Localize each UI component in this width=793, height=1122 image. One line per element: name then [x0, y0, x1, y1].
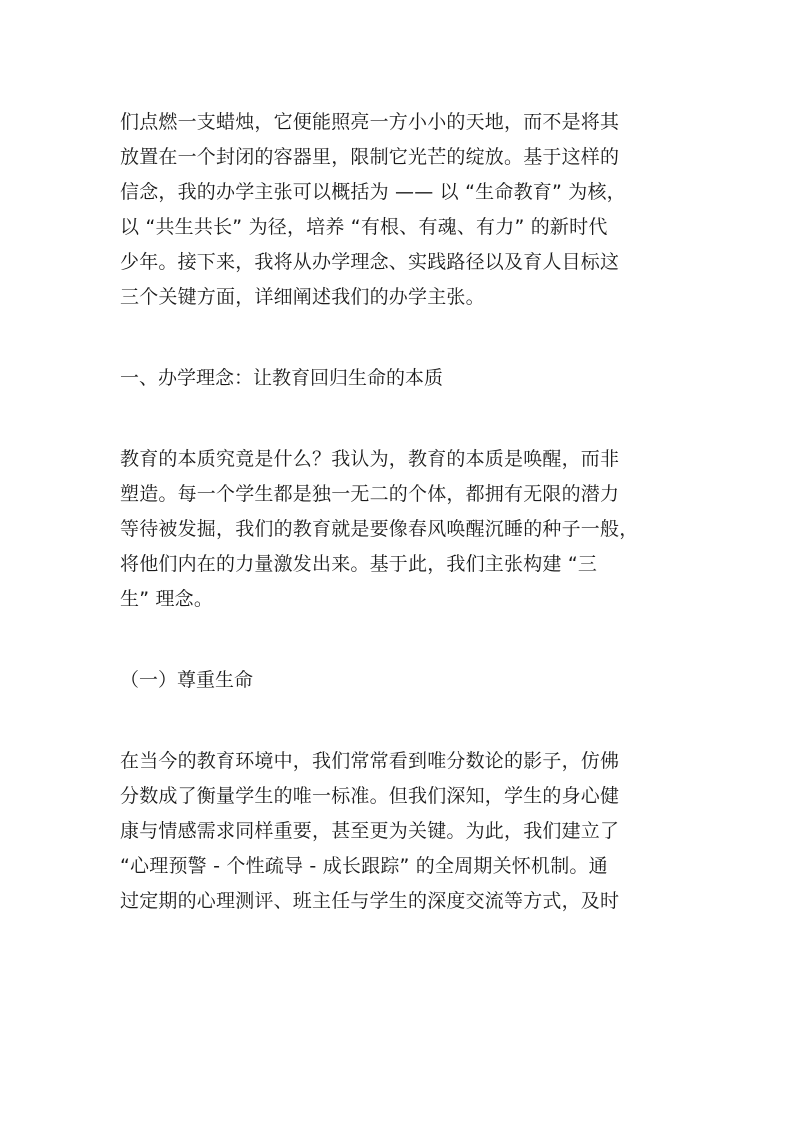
paragraph-spacer [120, 315, 680, 361]
paragraph-line: 等待被发掘，我们的教育就是要像春风唤醒沉睡的种子一般， [120, 518, 639, 540]
paragraph-line: 们点燃一支蜡烛，它便能照亮一方小小的天地，而不是将其 [120, 111, 620, 133]
paragraph-line: “心理预警 - 个性疏导 - 成长跟踪” 的全周期关怀机制。通 [120, 855, 608, 877]
paragraph-line: 少年。接下来，我将从办学理念、实践路径以及育人目标这 [120, 251, 620, 273]
paragraph-line: 三个关键方面，详细阐述我们的办学主张。 [120, 286, 485, 308]
paragraph-line: 教育的本质究竟是什么？我认为，教育的本质是唤醒，而非 [120, 448, 620, 470]
paragraph-line: 分数成了衡量学生的唯一标准。但我们深知，学生的身心健 [120, 785, 620, 807]
paragraph-line: 放置在一个封闭的容器里，限制它光芒的绽放。基于这样的 [120, 146, 620, 168]
paragraph-line: 信念，我的办学主张可以概括为 —— 以 “生命教育” 为核， [120, 181, 626, 203]
paragraph-line: 将他们内在的力量激发出来。基于此，我们主张构建 “三 [120, 553, 598, 575]
subsection-paragraph [120, 744, 680, 919]
subsection-heading: （一）尊重生命 [120, 669, 254, 691]
paragraph-spacer [120, 698, 680, 744]
paragraph-line: 康与情感需求同样重要，甚至更为关键。为此，我们建立了 [120, 820, 620, 842]
section-heading: 一、办学理念：让教育回归生命的本质 [120, 367, 444, 389]
paragraph-line: 生” 理念。 [120, 588, 214, 610]
paragraph-line: 以 “共生共长” 为径，培养 “有根、有魂、有力” 的新时代 [120, 216, 608, 238]
paragraph-spacer [120, 617, 680, 663]
document-body [120, 105, 680, 919]
intro-paragraph [120, 105, 680, 315]
paragraph-line: 过定期的心理测评、班主任与学生的深度交流等方式，及时 [120, 890, 620, 912]
paragraph-line: 塑造。每一个学生都是独一无二的个体，都拥有无限的潜力 [120, 483, 620, 505]
section-paragraph [120, 442, 680, 617]
paragraph-spacer [120, 396, 680, 442]
paragraph-line: 在当今的教育环境中，我们常常看到唯分数论的影子，仿佛 [120, 750, 620, 772]
